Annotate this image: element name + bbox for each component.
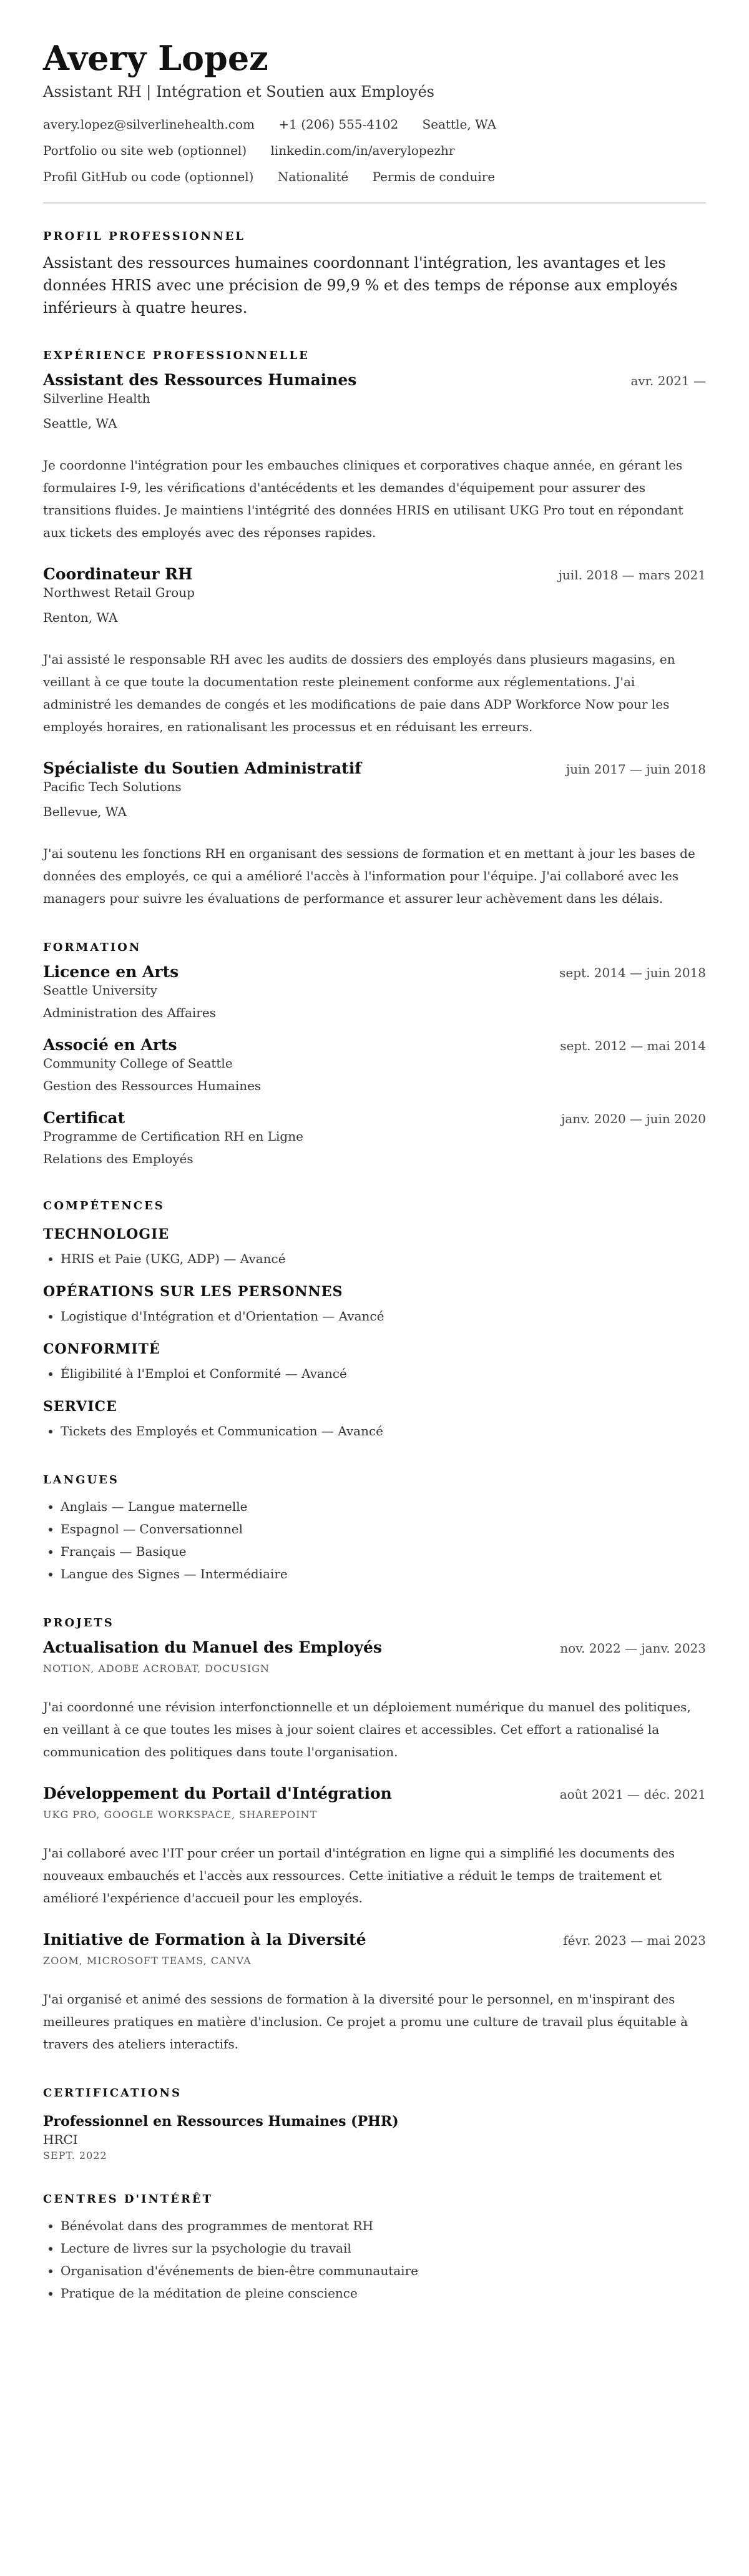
language-item: • Anglais — Langue maternelle — [61, 1495, 706, 1518]
location: Seattle, WA — [422, 117, 497, 132]
section-title-experience: EXPÉRIENCE PROFESSIONNELLE — [43, 349, 310, 362]
education-entry — [43, 1109, 706, 1168]
nationality: Nationalité — [277, 169, 349, 184]
email-link[interactable]: avery.lopez@silverlinehealth.com — [43, 117, 255, 132]
profile-section — [43, 230, 706, 319]
languages-section — [43, 1473, 706, 1585]
education-section — [43, 941, 706, 1168]
company-name: Silverline Health — [43, 391, 150, 406]
candidate-headline: Assistant RH | Intégration et Soutien aux Employés — [43, 83, 434, 101]
drivers-license: Permis de conduire — [372, 169, 496, 184]
project-description: J'ai coordonné une révision interfonctionnelle et un déploiement numérique du manuel des politiques, en veillant à ce que toutes les mises à jour soient claires et accessibles. Cet effort a rationalisé la communication des politiques dans toute l'organisation. — [43, 1699, 691, 1759]
entry-head — [43, 1109, 706, 1127]
experience-section — [43, 349, 706, 910]
section-title-languages: LANGUES — [43, 1473, 119, 1487]
resume-header — [43, 36, 706, 186]
skill-group-title: SERVICE — [43, 1399, 117, 1415]
section-title-profile: PROFIL PROFESSIONNEL — [43, 230, 245, 243]
company-name: Northwest Retail Group — [43, 585, 195, 600]
job-description: J'ai soutenu les fonctions RH en organisant des sessions de formation et en mettant à jour les bases de données des employés, ce qui a amélioré l'accès à l'information pour l'équipe. J'ai collaboré avec les managers pour suivre les évaluations de performance et assurer leur achèvement dans les délais. — [43, 846, 695, 906]
interest-item: • Bénévolat dans des programmes de mentorat RH — [61, 2215, 706, 2237]
project-name: Actualisation du Manuel des Employés — [43, 1638, 382, 1656]
degree-title: Certificat — [43, 1109, 125, 1127]
school-name: Seattle University — [43, 983, 157, 998]
profile-summary: Assistant des ressources humaines coordonnant l'intégration, les avantages et les données HRIS avec une précision de 99,9 % et des temps de réponse aux employés inférieurs à quatre heures. — [43, 254, 678, 317]
project-dates: nov. 2022 — janv. 2023 — [560, 1641, 706, 1656]
skills-section — [43, 1199, 706, 1442]
skill-list — [43, 1247, 706, 1270]
education-dates: sept. 2014 — juin 2018 — [559, 965, 706, 980]
field-of-study: Relations des Employés — [43, 1151, 193, 1166]
contact-row-3 — [43, 167, 706, 186]
skill-group-title: OPÉRATIONS SUR LES PERSONNES — [43, 1284, 343, 1300]
field-of-study: Administration des Affaires — [43, 1005, 216, 1020]
contact-row-2 — [43, 141, 706, 160]
section-title-skills: COMPÉTENCES — [43, 1199, 165, 1212]
section-title-education: FORMATION — [43, 941, 142, 954]
section-title-certifications: CERTIFICATIONS — [43, 2087, 182, 2100]
experience-entry — [43, 565, 706, 738]
linkedin-link[interactable]: linkedin.com/in/averylopezhr — [270, 143, 455, 158]
job-title: Spécialiste du Soutien Administratif — [43, 759, 361, 777]
project-tech: UKG PRO, GOOGLE WORKSPACE, SHAREPOINT — [43, 1809, 318, 1821]
interest-item: • Pratique de la méditation de pleine conscience — [61, 2282, 706, 2304]
interest-item: • Organisation d'événements de bien-être communautaire — [61, 2259, 706, 2282]
school-name: Programme de Certification RH en Ligne — [43, 1129, 303, 1144]
language-list — [43, 1495, 706, 1585]
project-entry — [43, 1638, 706, 1763]
project-tech: NOTION, ADOBE ACROBAT, DOCUSIGN — [43, 1663, 270, 1674]
project-dates: août 2021 — déc. 2021 — [559, 1787, 706, 1802]
job-description: Je coordonne l'intégration pour les embauches cliniques et corporatives chaque année, en gérant les formulaires I-9, les vérifications d'antécédents et les demandes d'équipement pour assurer des transitions fluides. Je maintiens l'intégrité des données HRIS en utilisant UKG Pro tout en répondant aux tickets des employés avec des réponses rapides. — [43, 458, 683, 540]
project-description: J'ai organisé et animé des sessions de formation à la diversité pour le personnel, en m'inspirant des meilleures pratiques en matière d'inclusion. Ce projet a promu une culture de travail plus équitable à travers des ateliers interactifs. — [43, 1992, 688, 2052]
candidate-name: Avery Lopez — [43, 38, 268, 78]
job-dates: juil. 2018 — mars 2021 — [558, 568, 706, 583]
entry-head — [43, 1638, 706, 1656]
education-entry — [43, 963, 706, 1022]
project-dates: févr. 2023 — mai 2023 — [563, 1933, 706, 1948]
entry-head — [43, 565, 706, 583]
skill-item: • HRIS et Paie (UKG, ADP) — Avancé — [61, 1247, 706, 1270]
interests-section — [43, 2193, 706, 2304]
language-item: • Français — Basique — [61, 1540, 706, 1563]
language-item: • Langue des Signes — Intermédiaire — [61, 1563, 706, 1585]
skill-list — [43, 1305, 706, 1327]
entry-head — [43, 1930, 706, 1949]
certification-name: Professionnel en Ressources Humaines (PHR) — [43, 2113, 399, 2130]
project-description: J'ai collaboré avec l'IT pour créer un portail d'intégration en ligne qui a simplifié les documents des nouveaux embauchés et l'accès aux ressources. Cette initiative a réduit le temps de traitement et amélioré l'expérience d'accueil pour les employés. — [43, 1846, 675, 1905]
entry-head — [43, 1036, 706, 1054]
github-link[interactable]: Profil GitHub ou code (optionnel) — [43, 169, 254, 184]
portfolio-link[interactable]: Portfolio ou site web (optionnel) — [43, 143, 247, 158]
entry-head — [43, 963, 706, 981]
skill-item: • Tickets des Employés et Communication — Avancé — [61, 1420, 706, 1442]
skill-list — [43, 1362, 706, 1385]
skill-list — [43, 1420, 706, 1442]
job-title: Assistant des Ressources Humaines — [43, 371, 357, 389]
school-name: Community College of Seattle — [43, 1056, 233, 1071]
project-entry — [43, 1784, 706, 1909]
language-item: • Espagnol — Conversationnel — [61, 1518, 706, 1540]
project-tech: ZOOM, MICROSOFT TEAMS, CANVA — [43, 1955, 252, 1967]
job-location: Bellevue, WA — [43, 804, 127, 819]
company-name: Pacific Tech Solutions — [43, 779, 182, 794]
job-dates: juin 2017 — juin 2018 — [566, 762, 706, 777]
contact-row-1 — [43, 115, 706, 134]
job-description: J'ai assisté le responsable RH avec les audits de dossiers des employés dans plusieurs magasins, en veillant à ce que toute la documentation reste pleinement conforme aux réglementations. J'ai administré les demandes de congés et les modifications de paie dans ADP Workforce Now pour les employés horaires, en rationalisant les processus et en réduisant les erreurs. — [43, 652, 675, 734]
experience-entry — [43, 371, 706, 544]
education-dates: janv. 2020 — juin 2020 — [561, 1111, 706, 1126]
entry-head — [43, 759, 706, 777]
entry-head — [43, 371, 706, 389]
phone-number: +1 (206) 555-4102 — [278, 117, 399, 132]
entry-head — [43, 1784, 706, 1802]
project-name: Développement du Portail d'Intégration — [43, 1784, 392, 1802]
degree-title: Associé en Arts — [43, 1036, 177, 1054]
section-title-projects: PROJETS — [43, 1616, 114, 1630]
skill-item: • Logistique d'Intégration et d'Orientation — Avancé — [61, 1305, 706, 1327]
certifications-section — [43, 2087, 706, 2161]
degree-title: Licence en Arts — [43, 963, 179, 981]
project-entry — [43, 1930, 706, 2055]
experience-entry — [43, 759, 706, 910]
interest-item: • Lecture de livres sur la psychologie du travail — [61, 2237, 706, 2259]
interest-list — [43, 2215, 706, 2304]
skill-group-title: TECHNOLOGIE — [43, 1226, 170, 1242]
skill-item: • Éligibilité à l'Emploi et Conformité — Avancé — [61, 1362, 706, 1385]
skill-group-title: CONFORMITÉ — [43, 1341, 160, 1357]
projects-section — [43, 1616, 706, 2055]
education-dates: sept. 2012 — mai 2014 — [560, 1038, 706, 1053]
section-title-interests: CENTRES D'INTÉRÊT — [43, 2193, 213, 2206]
project-name: Initiative de Formation à la Diversité — [43, 1930, 366, 1949]
education-entry — [43, 1036, 706, 1095]
job-dates: avr. 2021 — — [630, 373, 706, 388]
header-divider — [43, 202, 706, 204]
job-location: Renton, WA — [43, 610, 118, 625]
job-title: Coordinateur RH — [43, 565, 193, 583]
certification-issuer: HRCI — [43, 2132, 78, 2147]
field-of-study: Gestion des Ressources Humaines — [43, 1078, 262, 1093]
certification-date: SEPT. 2022 — [43, 2150, 107, 2161]
job-location: Seattle, WA — [43, 416, 117, 431]
